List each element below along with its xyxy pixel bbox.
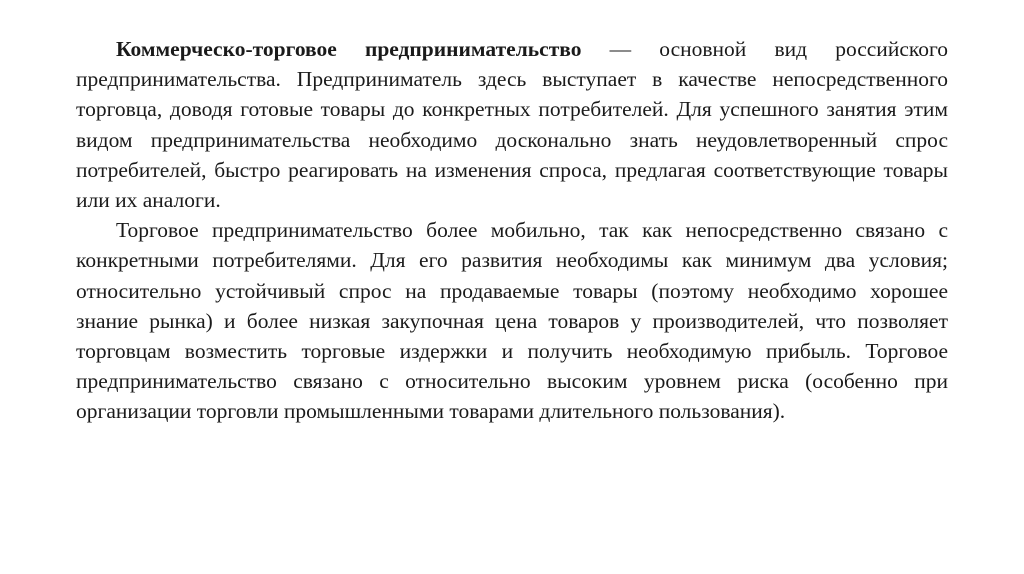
paragraph-2-text: Торговое предпринимательство более мобильно, так как непосредственно связано с конкретными потребителями. Для его развития необходимы как минимум два условия; относительно устойчивый спрос на продаваемые товары (поэтому необходимо хорошее знание рынка) и более низкая закупочная цена товаров у производителей, что позволяет торговцам возместить торговые издержки и получить необходимую прибыль. Торговое предпринимательство связано с относительно высоким уровнем риска (особенно при организации торговли промышленными товарами длительного пользования). (76, 218, 948, 424)
paragraph-1 (76, 34, 948, 215)
paragraph-2 (76, 215, 948, 426)
paragraph-1-text: — основной вид российского предпринимательства. Предприниматель здесь выступает в качестве непосредственного торговца, доводя готовые товары до конкретных потребителей. Для успешного занятия этим видом предпринимательства необходимо досконально знать неудовлетворенный спрос потребителей, быстро реагировать на изменения спроса, предлагая соответствующие товары или их аналоги. (76, 37, 949, 213)
text-block (76, 34, 948, 427)
paragraph-1-term: Коммерческо-торговое предпринимательство (116, 37, 582, 61)
